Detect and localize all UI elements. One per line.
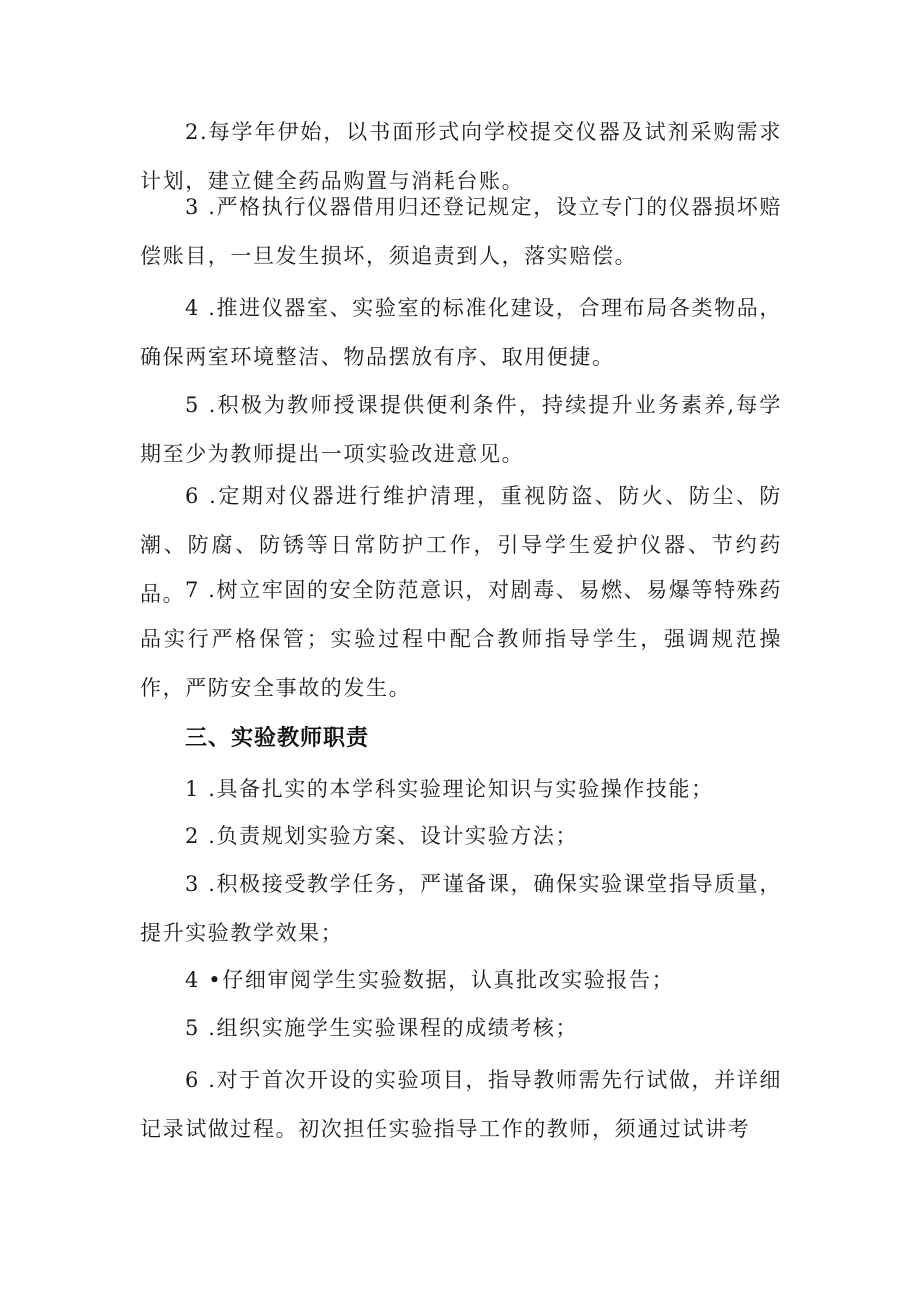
duty-item-5: 5 .组织实施学生实验课程的成绩考核； xyxy=(185,1016,579,1040)
paragraph-item-3: 3 .严格执行仪器借用归还登记规定，设立专门的仪器损坏赔偿账目，一旦发生损坏，须追责到人，落实赔偿。 xyxy=(140,195,782,268)
paragraph-item-2: 2.每学年伊始，以书面形式向学校提交仪器及试剂采购需求计划，建立健全药品购置与消耗台账。 xyxy=(140,120,782,193)
duty-item-3: 3 .积极接受教学任务，严谨备课，确保实验课堂指导质量，提升实验教学效果； xyxy=(140,872,782,945)
duty-item-1: 1 .具备扎实的本学科实验理论知识与实验操作技能； xyxy=(185,777,714,801)
duty-item-2: 2 .负责规划实验方案、设计实验方法； xyxy=(185,824,579,848)
section-heading: 三、实验教师职责 xyxy=(185,726,370,751)
paragraph-item-5: 5 .积极为教师授课提供便利条件，持续提升业务素养,每学期至少为教师提出一项实验改进意见。 xyxy=(140,393,782,466)
paragraph-item-7: 7 .树立牢固的安全防范意识，对剧毒、易燃、易爆等特殊药品实行严格保管；实验过程中配合教师指导学生，强调规范操作，严防安全事故的发生。 xyxy=(140,578,782,700)
duty-item-6: 6 .对于首次开设的实验项目，指导教师需先行试做，并详细记录试做过程。初次担任实验指导工作的教师，须通过试讲考 xyxy=(140,1068,782,1141)
duty-item-4: 4 •仔细审阅学生实验数据，认真批改实验报告； xyxy=(185,968,675,992)
paragraph-item-4: 4 .推进仪器室、实验室的标准化建设，合理布局各类物品，确保两室环境整洁、物品摆放有序、取用便捷。 xyxy=(140,296,782,369)
paragraph-item-6: 6 .定期对仪器进行维护清理，重视防盗、防火、防尘、防潮、防腐、防锈等日常防护工作，引导学生爱护仪器、节约药品。 xyxy=(140,484,782,606)
